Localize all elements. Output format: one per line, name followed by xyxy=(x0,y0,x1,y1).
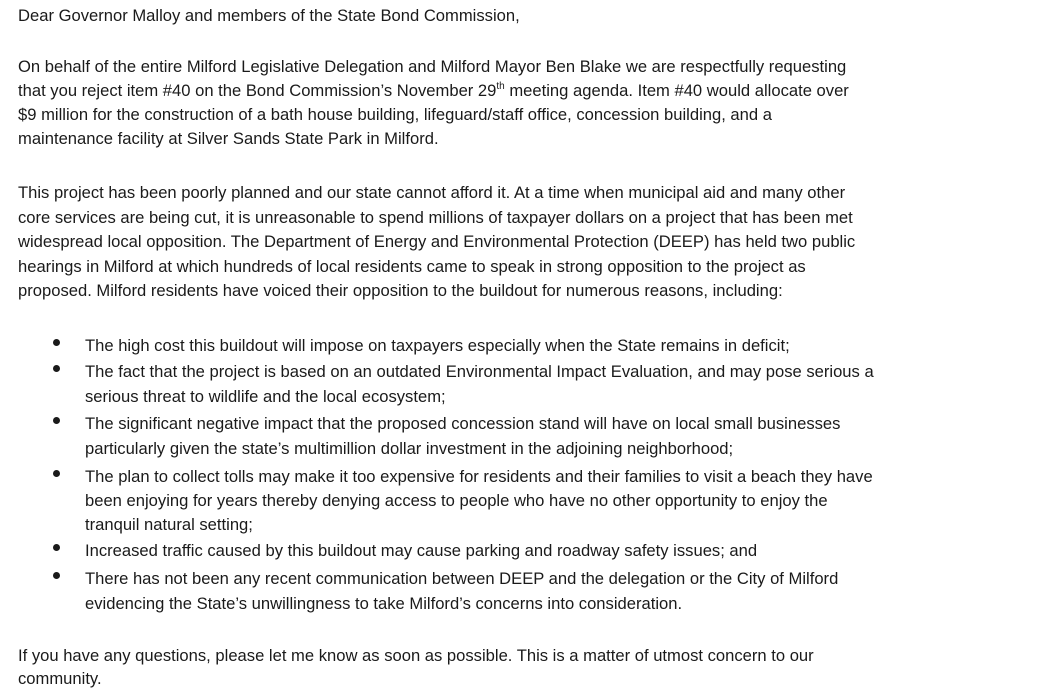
list-item: The plan to collect tolls may make it too expensive for residents and their families to visit a beach they have xyxy=(85,467,873,486)
text-line: community. xyxy=(18,669,102,688)
list-item: Increased traffic caused by this buildout may cause parking and roadway safety issues; and xyxy=(85,541,758,560)
list-item-cont: been enjoying for years thereby denying access to people who have no other opportunity to enjoy the xyxy=(85,491,828,510)
list-item: There has not been any recent communication between DEEP and the delegation or the City of Milford xyxy=(85,569,839,588)
bullet-icon xyxy=(53,365,60,372)
text-line: $9 million for the construction of a bath house building, lifeguard/staff office, concession building, and a xyxy=(18,105,772,124)
list-item-cont: tranquil natural setting; xyxy=(85,515,253,534)
text-segment: meeting agenda. Item #40 would allocate over xyxy=(504,81,849,100)
text-segment: that you reject item #40 on the Bond Commission’s November 29 xyxy=(18,81,497,100)
text-line: hearings in Milford at which hundreds of local residents came to speak in strong opposition to the project as xyxy=(18,257,806,276)
salutation: Dear Governor Malloy and members of the State Bond Commission, xyxy=(18,6,520,25)
list-item: The fact that the project is based on an outdated Environmental Impact Evaluation, and may pose serious a xyxy=(85,362,874,381)
superscript: th xyxy=(496,81,505,92)
bullet-icon xyxy=(53,470,60,477)
bullet-icon xyxy=(53,572,60,579)
text-line: On behalf of the entire Milford Legislative Delegation and Milford Mayor Ben Blake we are respectfully requesting xyxy=(18,57,847,76)
list-item-cont: evidencing the State’s unwillingness to take Milford’s concerns into consideration. xyxy=(85,594,683,613)
text-line: If you have any questions, please let me know as soon as possible. This is a matter of utmost concern to our xyxy=(18,646,814,665)
bullet-icon xyxy=(53,417,60,424)
text-line: core services are being cut, it is unreasonable to spend millions of taxpayer dollars on a project that has been met xyxy=(18,208,853,227)
text-line: widespread local opposition. The Department of Energy and Environmental Protection (DEEP) has held two public xyxy=(18,232,856,251)
list-item: The significant negative impact that the proposed concession stand will have on local small businesses xyxy=(85,414,841,433)
list-item-cont: particularly given the state’s multimillion dollar investment in the adjoining neighborhood; xyxy=(85,439,734,458)
bullet-icon xyxy=(53,339,60,346)
list-item-cont: serious threat to wildlife and the local ecosystem; xyxy=(85,387,446,406)
text-line: maintenance facility at Silver Sands State Park in Milford. xyxy=(18,129,439,148)
bullet-icon xyxy=(53,544,60,551)
text-line xyxy=(18,81,849,101)
list-item: The high cost this buildout will impose on taxpayers especially when the State remains in deficit; xyxy=(85,336,790,355)
text-line: proposed. Milford residents have voiced their opposition to the buildout for numerous reasons, including: xyxy=(18,281,783,300)
text-line: This project has been poorly planned and our state cannot afford it. At a time when municipal aid and many other xyxy=(18,183,846,202)
